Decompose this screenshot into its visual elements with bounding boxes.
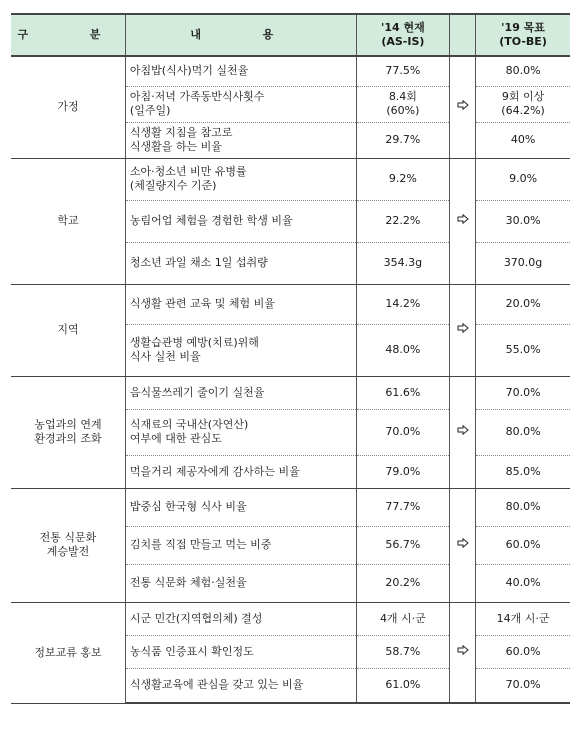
current-value: 48.0%: [385, 343, 421, 356]
content-cell: [125, 56, 356, 86]
target-value-cell: [476, 284, 570, 324]
header-target-year: '19 목표: [501, 21, 545, 34]
table-row: [11, 284, 570, 324]
target-value-cell: [476, 324, 570, 376]
dietary-education-targets-table: [11, 13, 570, 704]
target-value: 85.0%: [505, 464, 541, 478]
category-cell: [11, 56, 125, 158]
indicator-label: 생활습관병 예방(치료)위해 식사 실천 비율: [129, 336, 259, 363]
targets-table-container: [11, 13, 570, 704]
current-value: 14.2%: [385, 297, 421, 310]
indicator-label: 식생활교육에 관심을 갖고 있는 비율: [129, 678, 304, 692]
header-current-tag: (AS-IS): [381, 35, 425, 48]
header-content-label: 내 용: [190, 28, 292, 41]
current-value: 58.7%: [385, 644, 421, 658]
current-value-cell: [356, 409, 449, 455]
target-value-cell: [476, 376, 570, 409]
current-value-cell: [356, 324, 449, 376]
indicator-label: 밥중심 한국형 식사 비율: [129, 500, 247, 513]
content-cell: [125, 284, 356, 324]
category-label: 정보교류 홍보: [34, 645, 102, 659]
header-current-year: '14 현재: [381, 21, 425, 34]
target-value-cell: [476, 668, 570, 703]
indicator-label: 김치를 직접 만들고 먹는 비중: [129, 538, 272, 551]
current-value-cell: [356, 86, 449, 122]
right-arrow-icon: [457, 645, 469, 655]
category-label: 학교: [57, 214, 79, 227]
target-value-cell: [476, 455, 570, 488]
header-content: [125, 14, 356, 56]
table-row: [11, 56, 570, 86]
category-label: 지역: [57, 323, 79, 336]
target-value: 80.0%: [505, 500, 541, 513]
header-target: [476, 14, 570, 56]
indicator-label: 농식품 인증표시 확인정도: [129, 644, 254, 658]
content-cell: [125, 122, 356, 158]
current-value: 61.6%: [385, 385, 421, 399]
target-value-cell: [476, 200, 570, 242]
target-value: 370.0g: [503, 256, 543, 269]
current-value: 77.5%: [385, 64, 421, 78]
table-row: [11, 158, 570, 200]
target-value-cell: [476, 242, 570, 284]
target-value: 80.0%: [505, 425, 541, 438]
current-value: 22.2%: [385, 214, 421, 227]
content-cell: [125, 376, 356, 409]
target-value: 40.0%: [505, 576, 541, 589]
target-value-cell: [476, 602, 570, 635]
current-value-cell: [356, 635, 449, 668]
target-value: 60.0%: [505, 644, 541, 658]
category-cell: [11, 158, 125, 284]
target-value: 9회 이상 (64.2%): [501, 90, 545, 117]
current-value-cell: [356, 526, 449, 564]
indicator-label: 아침밥(식사)먹기 실천율: [129, 64, 249, 78]
current-value-cell: [356, 455, 449, 488]
content-cell: [125, 602, 356, 635]
target-value: 14개 시·군: [496, 611, 550, 625]
content-cell: [125, 158, 356, 200]
target-value: 70.0%: [505, 678, 541, 692]
header-category: [11, 14, 125, 56]
target-value: 60.0%: [505, 538, 541, 551]
header-row: [11, 14, 570, 56]
indicator-label: 식생활 지침을 참고로 식생활을 하는 비율: [129, 126, 233, 153]
category-cell: [11, 602, 125, 703]
arrow-cell: [450, 376, 476, 488]
target-value: 20.0%: [505, 297, 541, 310]
current-value: 4개 시·군: [379, 611, 426, 625]
indicator-label: 소아·청소년 비만 유병률 (체질량지수 기준): [129, 165, 247, 192]
header-category-label: 구 분: [17, 28, 119, 41]
indicator-label: 음식물쓰레기 줄이기 실천율: [129, 385, 265, 399]
header-arrow-spacer: [450, 14, 476, 56]
right-arrow-icon: [457, 100, 469, 110]
current-value: 9.2%: [388, 172, 417, 185]
target-value: 9.0%: [509, 172, 538, 185]
table-row: [11, 602, 570, 635]
right-arrow-icon: [457, 425, 469, 435]
table-body: [11, 56, 570, 703]
current-value: 29.7%: [385, 133, 421, 146]
category-label: 농업과의 연계 환경과의 조화: [34, 418, 102, 445]
arrow-cell: [450, 56, 476, 158]
content-cell: [125, 86, 356, 122]
target-value: 70.0%: [505, 385, 541, 399]
content-cell: [125, 409, 356, 455]
current-value: 77.7%: [385, 500, 421, 513]
current-value-cell: [356, 376, 449, 409]
content-cell: [125, 242, 356, 284]
category-cell: [11, 376, 125, 488]
current-value-cell: [356, 56, 449, 86]
target-value-cell: [476, 409, 570, 455]
content-cell: [125, 635, 356, 668]
indicator-label: 먹을거리 제공자에게 감사하는 비율: [129, 464, 300, 478]
header-target-tag: (TO-BE): [499, 35, 547, 48]
table-row: [11, 376, 570, 409]
target-value: 55.0%: [505, 343, 541, 356]
current-value-cell: [356, 602, 449, 635]
current-value: 8.4회 (60%): [386, 90, 420, 117]
current-value-cell: [356, 122, 449, 158]
indicator-label: 시군 민간(지역협의체) 결성: [129, 611, 263, 625]
indicator-label: 농림어업 체험을 경험한 학생 비율: [129, 214, 293, 227]
current-value-cell: [356, 668, 449, 703]
current-value-cell: [356, 284, 449, 324]
right-arrow-icon: [457, 214, 469, 224]
current-value: 70.0%: [385, 425, 421, 438]
category-label: 가정: [57, 100, 79, 114]
current-value: 20.2%: [385, 576, 421, 589]
category-cell: [11, 488, 125, 602]
arrow-cell: [450, 284, 476, 376]
arrow-cell: [450, 488, 476, 602]
target-value: 40%: [510, 133, 536, 146]
target-value-cell: [476, 122, 570, 158]
current-value: 61.0%: [385, 678, 421, 692]
target-value: 80.0%: [505, 64, 541, 78]
current-value: 56.7%: [385, 538, 421, 551]
target-value-cell: [476, 526, 570, 564]
indicator-label: 식재료의 국내산(자연산) 여부에 대한 관심도: [129, 418, 249, 445]
target-value-cell: [476, 635, 570, 668]
content-cell: [125, 488, 356, 526]
target-value-cell: [476, 564, 570, 602]
target-value-cell: [476, 158, 570, 200]
content-cell: [125, 200, 356, 242]
current-value-cell: [356, 488, 449, 526]
target-value: 30.0%: [505, 214, 541, 227]
right-arrow-icon: [457, 323, 469, 333]
indicator-label: 전통 식문화 체험·실천율: [129, 576, 247, 589]
target-value-cell: [476, 488, 570, 526]
indicator-label: 아침·저녁 가족동반식사횟수 (일주일): [129, 90, 265, 117]
table-row: [11, 488, 570, 526]
current-value: 79.0%: [385, 464, 421, 478]
category-cell: [11, 284, 125, 376]
indicator-label: 식생활 관련 교육 및 체험 비율: [129, 297, 275, 310]
arrow-cell: [450, 602, 476, 703]
category-label: 전통 식문화 계승발전: [39, 531, 97, 558]
arrow-cell: [450, 158, 476, 284]
content-cell: [125, 564, 356, 602]
content-cell: [125, 455, 356, 488]
current-value-cell: [356, 242, 449, 284]
content-cell: [125, 526, 356, 564]
target-value-cell: [476, 86, 570, 122]
header-current: [356, 14, 449, 56]
current-value-cell: [356, 564, 449, 602]
target-value-cell: [476, 56, 570, 86]
indicator-label: 청소년 과일 채소 1일 섭취량: [129, 256, 268, 269]
right-arrow-icon: [457, 538, 469, 548]
current-value-cell: [356, 158, 449, 200]
current-value-cell: [356, 200, 449, 242]
content-cell: [125, 324, 356, 376]
current-value: 354.3g: [383, 256, 423, 269]
content-cell: [125, 668, 356, 703]
